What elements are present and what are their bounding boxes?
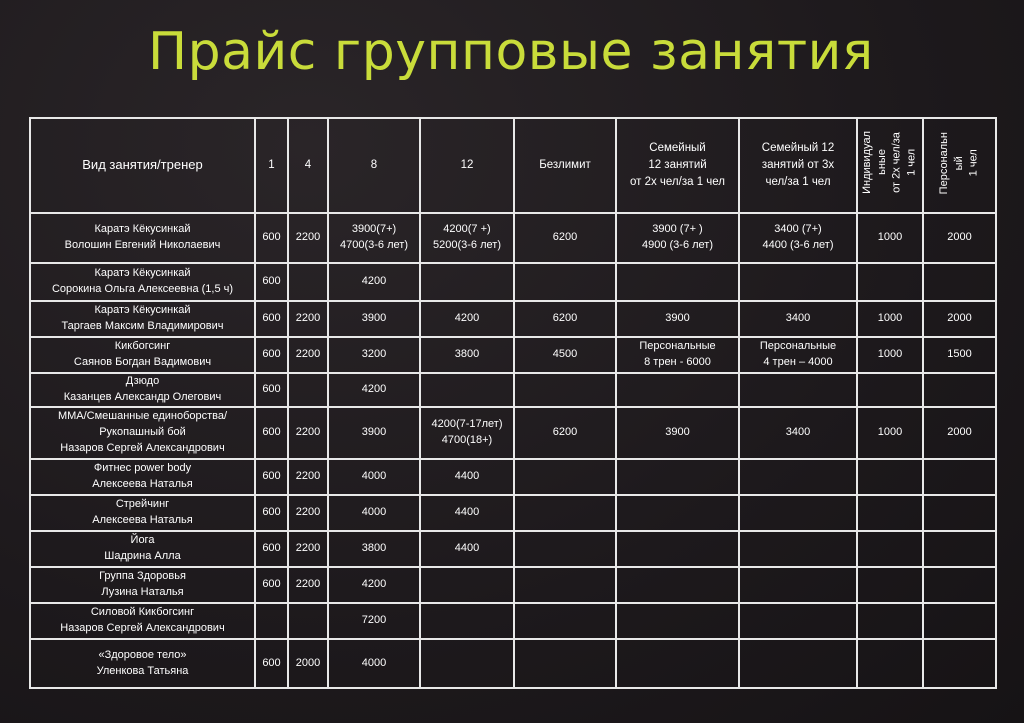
price-cell xyxy=(514,407,616,459)
class-name-cell xyxy=(30,263,255,301)
cell-text-line: 1000 xyxy=(877,312,903,325)
cell-text-line: 1000 xyxy=(877,231,903,244)
price-cell xyxy=(923,407,996,459)
cell-text-line: 1000 xyxy=(877,426,903,439)
class-name-cell xyxy=(30,459,255,495)
cell-text-line: Каратэ Кёкусинкай xyxy=(94,267,191,280)
price-cell xyxy=(923,639,996,688)
price-cell xyxy=(923,459,996,495)
price-cell xyxy=(739,531,857,567)
price-cell xyxy=(616,337,739,373)
cell-text-line: Безлимит xyxy=(539,159,591,172)
price-cell xyxy=(255,301,288,337)
price-cell xyxy=(255,639,288,688)
price-cell xyxy=(420,213,514,263)
cell-text-line: 600 xyxy=(262,578,281,591)
price-cell xyxy=(328,495,420,531)
price-cell xyxy=(420,567,514,603)
cell-text-line: Уленкова Татьяна xyxy=(96,664,189,677)
cell-text-line: Фитнес power body xyxy=(93,462,192,475)
price-cell xyxy=(514,495,616,531)
cell-text-line: Волошин Евгений Николаевич xyxy=(64,239,221,251)
column-header xyxy=(616,118,739,213)
price-cell xyxy=(420,337,514,373)
price-cell xyxy=(923,213,996,263)
table-row xyxy=(30,373,996,407)
price-cell xyxy=(255,567,288,603)
price-cell xyxy=(857,301,923,337)
price-cell xyxy=(420,603,514,639)
price-cell xyxy=(923,495,996,531)
table-header-row xyxy=(30,118,996,213)
cell-text-line: 2200 xyxy=(295,506,321,519)
cell-text-line: 3800 xyxy=(454,348,480,361)
cell-text-line: 600 xyxy=(262,656,281,669)
cell-text-line: 12 занятий xyxy=(648,159,707,172)
column-header xyxy=(923,118,996,213)
column-header xyxy=(420,118,514,213)
price-cell xyxy=(857,263,923,301)
cell-text-line: 600 xyxy=(262,348,281,361)
cell-text-line: Сорокина Ольга Алексеевна (1,5 ч) xyxy=(51,283,234,295)
price-cell xyxy=(514,459,616,495)
cell-text-line: ый xyxy=(953,155,966,170)
price-cell xyxy=(328,567,420,603)
price-cell xyxy=(328,603,420,639)
cell-text-line: Персональн xyxy=(938,131,951,194)
cell-text-line: 1 чел xyxy=(905,149,918,177)
class-name-cell xyxy=(30,531,255,567)
price-cell xyxy=(288,639,328,688)
price-cell xyxy=(857,373,923,407)
cell-text-line: 3200 xyxy=(361,348,387,361)
cell-text-line: 600 xyxy=(262,426,281,439)
cell-text-line: 4 трен – 4000 xyxy=(763,356,833,368)
price-cell xyxy=(857,603,923,639)
price-cell xyxy=(328,213,420,263)
price-cell xyxy=(857,213,923,263)
column-header-vertical xyxy=(860,131,919,194)
price-cell xyxy=(328,639,420,688)
price-cell xyxy=(328,301,420,337)
table-row xyxy=(30,213,996,263)
cell-text-line: 4200(7 +) xyxy=(443,223,491,236)
price-cell xyxy=(739,603,857,639)
price-cell xyxy=(288,567,328,603)
cell-text-line: от 2х чел/за 1 чел xyxy=(629,175,726,188)
price-cell xyxy=(739,373,857,407)
cell-text-line: 4900 (3-6 лет) xyxy=(641,239,714,251)
price-cell xyxy=(616,495,739,531)
cell-text-line: 4200 xyxy=(361,578,387,591)
price-cell xyxy=(923,531,996,567)
cell-text-line: 3900 xyxy=(665,312,690,325)
table-row xyxy=(30,603,996,639)
price-cell xyxy=(288,495,328,531)
cell-text-line: 2000 xyxy=(947,312,972,325)
cell-text-line: 7200 xyxy=(361,614,387,627)
price-cell xyxy=(255,263,288,301)
class-name-cell xyxy=(30,603,255,639)
price-cell xyxy=(923,603,996,639)
cell-text-line: 600 xyxy=(262,275,281,288)
price-cell xyxy=(328,263,420,301)
price-cell xyxy=(288,603,328,639)
cell-text-line: 4400 xyxy=(454,470,480,483)
cell-text-line: занятий от 3х xyxy=(761,159,835,172)
price-cell xyxy=(328,407,420,459)
cell-text-line: Назаров Сергей Александрович xyxy=(60,441,225,454)
price-cell xyxy=(857,495,923,531)
cell-text-line: 1 чел xyxy=(967,149,980,177)
column-header-vertical xyxy=(937,132,982,194)
cell-text-line: 600 xyxy=(262,542,281,555)
cell-text-line: 3800 xyxy=(361,542,387,555)
price-cell xyxy=(923,373,996,407)
price-cell xyxy=(514,531,616,567)
price-cell xyxy=(857,567,923,603)
cell-text-line: Семейный 12 xyxy=(761,142,835,155)
price-cell xyxy=(923,263,996,301)
price-cell xyxy=(739,263,857,301)
price-cell xyxy=(328,531,420,567)
price-cell xyxy=(514,337,616,373)
cell-text-line: Йога xyxy=(130,534,155,547)
class-name-cell xyxy=(30,495,255,531)
price-cell xyxy=(514,639,616,688)
cell-text-line: Каратэ Кёкусинкай xyxy=(94,304,191,317)
price-cell xyxy=(420,639,514,688)
cell-text-line: Рукопашный бой xyxy=(99,426,186,439)
price-cell xyxy=(420,407,514,459)
table-row xyxy=(30,301,996,337)
class-name-cell xyxy=(30,407,255,459)
cell-text-line: от 2х чел/за xyxy=(891,132,903,194)
price-cell xyxy=(616,263,739,301)
cell-text-line: 3900(7+) xyxy=(351,223,397,236)
column-header xyxy=(857,118,923,213)
cell-text-line: 4400 (3-6 лет) xyxy=(762,239,834,251)
price-cell xyxy=(739,639,857,688)
cell-text-line: Дзюдо xyxy=(125,375,160,388)
cell-text-line: 12 xyxy=(460,159,474,172)
price-cell xyxy=(739,213,857,263)
price-cell xyxy=(420,373,514,407)
cell-text-line: 4000 xyxy=(361,470,387,483)
cell-text-line: Семейный xyxy=(649,142,706,155)
cell-text-line: 4400 xyxy=(454,542,480,555)
cell-text-line: 2200 xyxy=(295,542,321,555)
price-cell xyxy=(739,567,857,603)
cell-text-line: 3900 xyxy=(665,426,690,439)
cell-text-line: ьные xyxy=(876,149,889,176)
cell-text-line: 4200 xyxy=(454,312,480,325)
price-cell xyxy=(739,407,857,459)
price-cell xyxy=(420,263,514,301)
table-row xyxy=(30,567,996,603)
price-cell xyxy=(616,639,739,688)
cell-text-line: 4000 xyxy=(361,656,387,669)
cell-text-line: 3400 (7+) xyxy=(774,223,822,236)
price-cell xyxy=(923,337,996,373)
price-cell xyxy=(616,407,739,459)
cell-text-line: 6200 xyxy=(552,426,578,439)
cell-text-line: 4000 xyxy=(361,506,387,519)
cell-text-line: чел/за 1 чел xyxy=(765,175,831,188)
cell-text-line: 4400 xyxy=(454,506,480,519)
class-name-cell xyxy=(30,373,255,407)
column-header xyxy=(288,118,328,213)
price-cell xyxy=(255,373,288,407)
price-table xyxy=(29,117,997,689)
cell-text-line: Алексеева Наталья xyxy=(92,514,193,526)
cell-text-line: Каратэ Кёкусинкай xyxy=(94,223,191,236)
price-cell xyxy=(255,603,288,639)
cell-text-line: Персональные xyxy=(639,340,716,353)
price-cell xyxy=(514,263,616,301)
price-cell xyxy=(923,567,996,603)
table-row xyxy=(30,407,996,459)
price-cell xyxy=(328,373,420,407)
cell-text-line: Алексеева Наталья xyxy=(92,478,193,490)
price-cell xyxy=(420,495,514,531)
price-cell xyxy=(739,337,857,373)
cell-text-line: Назаров Сергей Александрович xyxy=(60,622,225,634)
cell-text-line: 4200 xyxy=(361,383,387,396)
cell-text-line: 3900 xyxy=(361,312,387,325)
cell-text-line: 2000 xyxy=(947,231,972,244)
cell-text-line: 2000 xyxy=(295,656,321,669)
price-cell xyxy=(255,407,288,459)
price-cell xyxy=(420,459,514,495)
cell-text-line: 3900 (7+ ) xyxy=(652,223,703,236)
price-cell xyxy=(857,407,923,459)
table-row xyxy=(30,263,996,301)
price-cell xyxy=(857,459,923,495)
cell-text-line: 2200 xyxy=(295,470,321,483)
cell-text-line: Кикбогсинг xyxy=(114,340,171,353)
table-row xyxy=(30,531,996,567)
price-cell xyxy=(739,495,857,531)
cell-text-line: 2200 xyxy=(295,231,321,244)
table-row xyxy=(30,337,996,373)
price-cell xyxy=(923,301,996,337)
cell-text-line: 8 xyxy=(370,159,378,172)
cell-text-line: Таргаев Максим Владимирович xyxy=(61,320,224,332)
class-name-cell xyxy=(30,639,255,688)
price-cell xyxy=(255,459,288,495)
price-cell xyxy=(288,301,328,337)
cell-text-line: Вид занятия/тренер xyxy=(82,157,203,173)
cell-text-line: 5200(3-6 лет) xyxy=(433,239,501,251)
cell-text-line: Силовой Кикбогсинг xyxy=(90,606,195,619)
table-row xyxy=(30,459,996,495)
cell-text-line: Индивидуал xyxy=(861,131,874,195)
table-row xyxy=(30,639,996,688)
column-header xyxy=(514,118,616,213)
cell-text-line: Шадрина Алла xyxy=(104,550,181,562)
cell-text-line: 4700(3-6 лет) xyxy=(340,239,408,251)
price-cell xyxy=(255,337,288,373)
price-cell xyxy=(857,337,923,373)
cell-text-line: 2200 xyxy=(295,312,321,325)
cell-text-line: 2200 xyxy=(295,348,321,361)
cell-text-line: 2200 xyxy=(295,426,321,439)
page-title: Прайс групповые занятия xyxy=(148,22,874,82)
cell-text-line: 2000 xyxy=(947,426,972,439)
class-name-cell xyxy=(30,213,255,263)
price-cell xyxy=(288,263,328,301)
column-header xyxy=(30,118,255,213)
class-name-cell xyxy=(30,301,255,337)
price-cell xyxy=(857,639,923,688)
cell-text-line: 3900 xyxy=(361,426,387,439)
cell-text-line: 6200 xyxy=(552,231,578,244)
cell-text-line: 1000 xyxy=(877,348,903,361)
cell-text-line: 4700(18+) xyxy=(441,434,493,446)
cell-text-line: 600 xyxy=(262,231,281,244)
price-cell xyxy=(514,603,616,639)
cell-text-line: 6200 xyxy=(552,312,578,325)
cell-text-line: 4500 xyxy=(552,348,578,361)
cell-text-line: 4200(7-17лет) xyxy=(431,418,503,431)
price-cell xyxy=(616,213,739,263)
cell-text-line: «Здоровое тело» xyxy=(98,648,187,661)
cell-text-line: Группа Здоровья xyxy=(99,570,186,583)
price-cell xyxy=(616,603,739,639)
price-cell xyxy=(288,213,328,263)
price-cell xyxy=(616,459,739,495)
price-cell xyxy=(616,531,739,567)
cell-text-line: 3400 xyxy=(785,426,811,439)
cell-text-line: Персональные xyxy=(759,340,837,353)
cell-text-line: 1500 xyxy=(947,348,972,361)
cell-text-line: 600 xyxy=(262,506,281,519)
price-cell xyxy=(514,213,616,263)
cell-text-line: 4200 xyxy=(361,275,387,288)
cell-text-line: ММА/Смешанные единоборства/ xyxy=(57,410,228,423)
price-cell xyxy=(255,531,288,567)
column-header xyxy=(739,118,857,213)
price-cell xyxy=(288,373,328,407)
price-cell xyxy=(255,495,288,531)
cell-text-line: Саянов Богдан Вадимович xyxy=(73,356,212,368)
price-cell xyxy=(857,531,923,567)
price-cell xyxy=(514,567,616,603)
cell-text-line: 600 xyxy=(262,312,281,325)
price-cell xyxy=(739,459,857,495)
cell-text-line: Казанцев Александр Олегович xyxy=(63,391,222,403)
price-cell xyxy=(616,301,739,337)
price-cell xyxy=(288,531,328,567)
cell-text-line: 3400 xyxy=(785,312,811,325)
price-cell xyxy=(328,459,420,495)
price-cell xyxy=(616,567,739,603)
price-cell xyxy=(739,301,857,337)
price-cell xyxy=(255,213,288,263)
cell-text-line: Лузина Наталья xyxy=(101,586,184,598)
cell-text-line: 2200 xyxy=(295,578,321,591)
column-header xyxy=(255,118,288,213)
table-row xyxy=(30,495,996,531)
price-cell xyxy=(328,337,420,373)
class-name-cell xyxy=(30,337,255,373)
class-name-cell xyxy=(30,567,255,603)
cell-text-line: 1 xyxy=(268,159,275,172)
cell-text-line: 600 xyxy=(262,383,281,396)
price-cell xyxy=(288,337,328,373)
price-cell xyxy=(514,301,616,337)
cell-text-line: 8 трен - 6000 xyxy=(644,356,711,368)
cell-text-line: 4 xyxy=(304,159,312,172)
column-header xyxy=(328,118,420,213)
price-cell xyxy=(616,373,739,407)
cell-text-line: Стрейчинг xyxy=(115,498,170,511)
price-cell xyxy=(288,459,328,495)
price-cell xyxy=(514,373,616,407)
cell-text-line: 600 xyxy=(262,470,281,483)
price-cell xyxy=(288,407,328,459)
price-cell xyxy=(420,301,514,337)
price-cell xyxy=(420,531,514,567)
